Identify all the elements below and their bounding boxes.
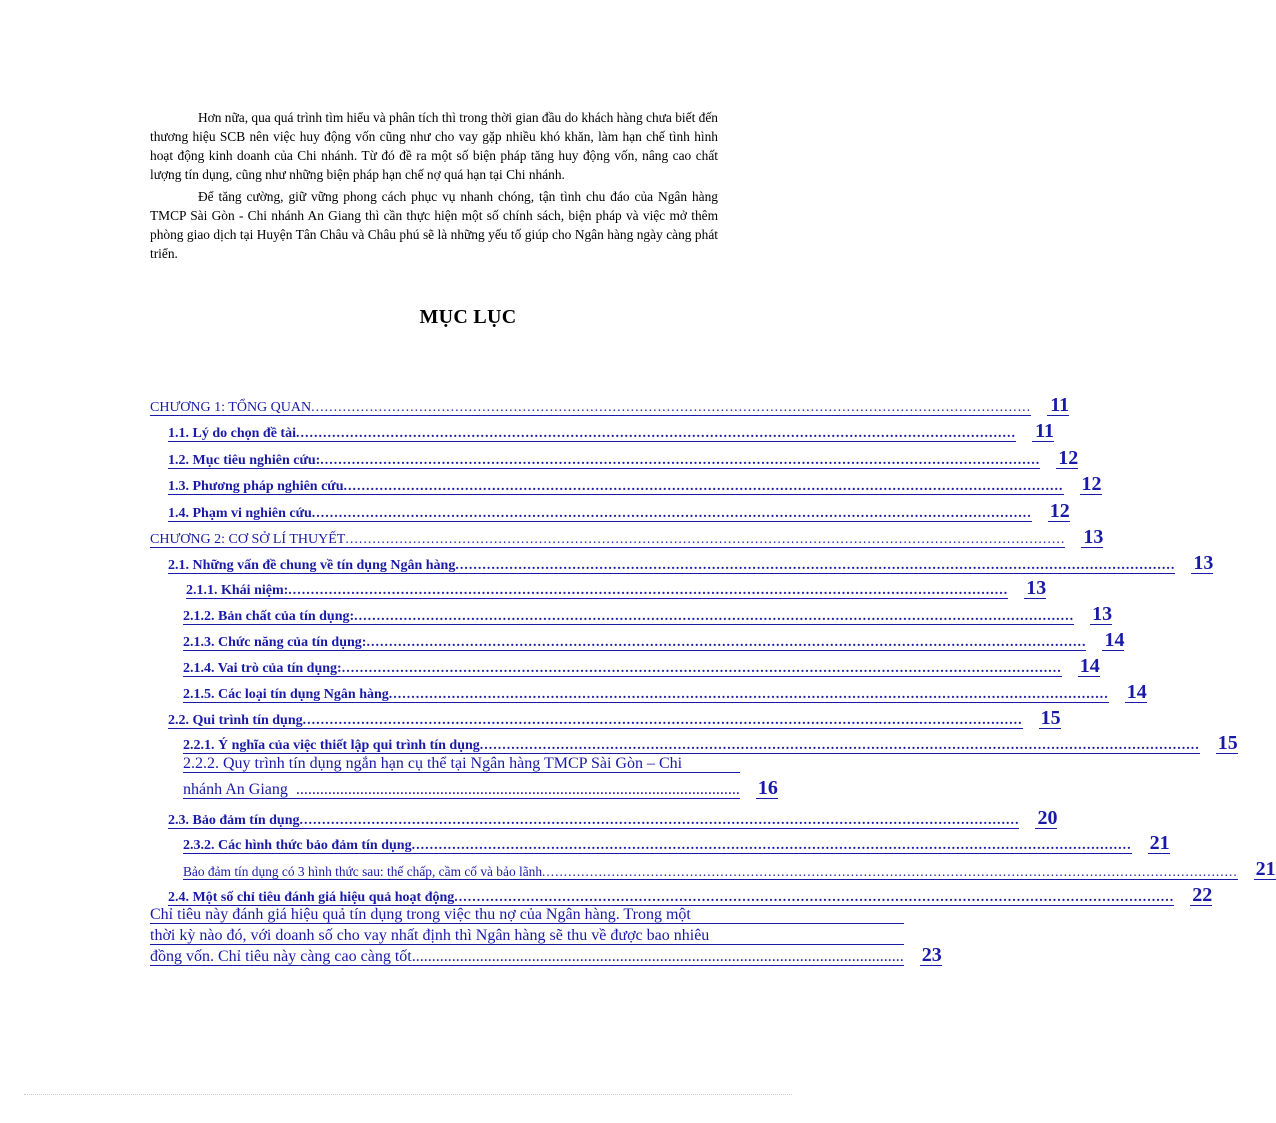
- toc-entry-2-4[interactable]: [168, 884, 1213, 906]
- toc-entry-2-1-3[interactable]: [183, 629, 1125, 651]
- toc-leader: ................................................................................................................................................................: [295, 426, 1016, 441]
- toc-page-number: 22: [1192, 884, 1213, 906]
- toc-entry-label: CHƯƠNG 2: CƠ SỞ LÍ THUYẾT: [150, 532, 346, 547]
- toc-page-number: 20: [1037, 807, 1058, 829]
- toc-page-number: 12: [1081, 473, 1102, 495]
- toc-entry-2-2-1[interactable]: [183, 732, 1238, 754]
- toc-page-number: 23: [921, 944, 942, 966]
- toc-leader: ................................................................................................................................................................: [388, 687, 1109, 702]
- toc-page-number: 14: [1079, 655, 1100, 677]
- toc-entry-label: 2.1.3. Chức năng của tín dụng:: [183, 635, 367, 650]
- toc-entry-label: 2.1.1. Khái niệm:: [186, 583, 289, 598]
- toc-entry-2-1-4[interactable]: [183, 655, 1100, 677]
- toc-page-number: 14: [1126, 681, 1147, 703]
- toc-entry-label: 2.1.5. Các loại tín dụng Ngân hàng: [183, 687, 389, 702]
- toc-entry-2-4-note[interactable]: [150, 906, 942, 966]
- toc-entry-label-tail: đồng vốn. Chỉ tiêu này càng cao càng tốt.: [150, 948, 416, 965]
- toc-entry-label: 1.3. Phương pháp nghiên cứu: [168, 479, 344, 494]
- toc-page-number: 13: [1083, 526, 1104, 548]
- toc-leader: ................................................................................................................................................................: [311, 400, 1032, 415]
- toc-entry-label-tail: nhánh An Giang: [183, 781, 288, 798]
- toc-entry-label: 2.3. Bảo đảm tín dụng: [168, 813, 300, 828]
- toc-entry-chapter-2[interactable]: [150, 526, 1104, 548]
- toc-entry-label-block: [183, 756, 740, 799]
- toc-page-number: 12: [1058, 447, 1079, 469]
- intro-text: [150, 108, 718, 266]
- toc-entry-2-2[interactable]: [168, 707, 1061, 729]
- toc-page-number: 13: [1026, 577, 1047, 599]
- toc-leader: ................................................................................................................................................................: [302, 713, 1023, 728]
- toc-leader: ................................................................................................................................................................: [454, 890, 1175, 905]
- toc-entry-label-line: Chỉ tiêu này đánh giá hiệu quả tín dụng trong việc thu nợ của Ngân hàng. Trong một: [150, 907, 904, 924]
- toc-entry-2-3-2[interactable]: [183, 832, 1170, 854]
- toc-entry-label: 2.4. Một số chỉ tiêu đánh giá hiệu quả hoạt động: [168, 890, 455, 905]
- toc-page-number: 11: [1047, 395, 1069, 416]
- toc-page-number: 21: [1149, 832, 1170, 854]
- paragraph: Để tăng cường, giữ vững phong cách phục vụ nhanh chóng, tận tình chu đáo của Ngân hàng TMCP Sài Gòn - Chi nhánh An Giang thì cần thực hiện một số chính sách, biện pháp và việc mở thêm phòng giao dịch tại Huyện Tân Châu và Châu phú sẽ là những yếu tố giúp cho Ngân hàng ngày càng phát triển.: [150, 189, 718, 261]
- toc-leader: ................................................................................................................................................................: [455, 558, 1176, 573]
- toc-leader: ................................................................................................................................................................: [354, 609, 1075, 624]
- toc-leader: ................................................................................................................................................................: [343, 479, 1064, 494]
- toc-entry-label: CHƯƠNG 1: TỔNG QUAN: [150, 400, 312, 415]
- toc-entry-label: 2.1. Những vấn đề chung về tín dụng Ngân hàng: [168, 558, 456, 573]
- paragraph: Hơn nữa, qua quá trình tìm hiểu và phân tích thì trong thời gian đầu do khách hàng chưa biết đến thương hiệu SCB nên việc huy động vốn cũng như cho vay gặp nhiều khó khăn, làm hạn chế tình hình hoạt động kinh doanh của Chi nhánh. Từ đó đề ra một số biện pháp tăng huy động vốn, nâng cao chất lượng tín dụng, cũng như những biện pháp hạn chế nợ quá hạn tại Chi nhánh.: [150, 110, 718, 182]
- toc-entry-label: 2.2.1. Ý nghĩa của việc thiết lập qui trình tín dụng: [183, 738, 480, 753]
- toc-entry-label: 1.1. Lý do chọn đề tài: [168, 426, 296, 441]
- toc-page-number: 13: [1193, 552, 1214, 574]
- toc-page-number: 15: [1040, 707, 1061, 729]
- toc-entry-label: 2.2. Qui trình tín dụng: [168, 713, 303, 728]
- toc-leader: ................................................................................................................................................................: [311, 506, 1032, 521]
- toc-entry-label: Bảo đảm tín dụng có 3 hình thức sau: thế chấp, cầm cố và bảo lãnh: [183, 864, 543, 879]
- toc-heading: MỤC LỤC: [419, 306, 517, 328]
- toc-page-number: 11: [1032, 421, 1054, 442]
- toc-leader: ................................................................................................................................................................: [299, 813, 1020, 828]
- toc-entry-label-line: nhánh An Giang ...............................................................................................................: [183, 781, 740, 798]
- toc-page-number: 16: [757, 777, 778, 799]
- toc-leader: ................................................................................................................................................................: [479, 738, 1200, 753]
- toc-entry-label: 1.2. Mục tiêu nghiên cứu:: [168, 453, 321, 468]
- toc-entry-1-2[interactable]: [168, 447, 1079, 469]
- toc-leader: ................................................................................................................................................................: [320, 453, 1041, 468]
- toc-entry-1-3[interactable]: [168, 473, 1102, 495]
- toc-entry-2-1-1[interactable]: [186, 577, 1047, 599]
- toc-page-number: 14: [1104, 629, 1125, 651]
- toc-page-number: 21: [1255, 858, 1276, 880]
- toc-entry-2-1-2[interactable]: [183, 603, 1113, 625]
- toc-page-number: 15: [1217, 732, 1238, 754]
- toc-entry-2-2-2[interactable]: [183, 755, 778, 799]
- toc-leader: ................................................................................................................................................................: [411, 838, 1132, 853]
- toc-entry-label-line: 2.2.2. Quy trình tín dụng ngắn hạn cụ thể tại Ngân hàng TMCP Sài Gòn – Chi: [183, 756, 740, 773]
- toc-page-number: 12: [1049, 500, 1070, 522]
- toc-entry-2-3-forms[interactable]: [183, 858, 1276, 880]
- toc-entry-1-1[interactable]: [168, 420, 1054, 442]
- toc-entry-2-1[interactable]: [168, 552, 1214, 574]
- toc-entry-label: 2.1.2. Bản chất của tín dụng:: [183, 609, 355, 624]
- toc-leader: ................................................................................................................................................................: [345, 532, 1066, 547]
- toc-leader: ................................................................................................................................................................: [366, 635, 1087, 650]
- toc-entry-label: 2.3.2. Các hình thức bảo đảm tín dụng: [183, 838, 412, 853]
- toc-leader: ................................................................................................................................................................: [288, 583, 1009, 598]
- toc-entry-label: 1.4. Phạm vi nghiên cứu: [168, 506, 312, 521]
- toc-entry-1-4[interactable]: [168, 500, 1070, 522]
- toc-entry-label-line: thời kỳ nào đó, với doanh số cho vay nhất định thì Ngân hàng sẽ thu về được bao nhiêu: [150, 928, 904, 945]
- toc-leader: ................................................................................................................................................................: [341, 661, 1062, 676]
- toc-page-number: 13: [1092, 603, 1113, 625]
- toc-entry-label-block: [150, 907, 904, 966]
- toc-entry-label-line: đồng vốn. Chỉ tiêu này càng cao càng tốt...........................................................................................................................: [150, 948, 904, 965]
- toc-leader: ................................................................................................................................................................: [542, 864, 1238, 879]
- page-bottom-rule: [24, 1094, 792, 1095]
- toc-entry-label: 2.1.4. Vai trò của tín dụng:: [183, 661, 342, 676]
- toc-entry-chapter-1[interactable]: [150, 394, 1070, 416]
- toc-entry-2-3[interactable]: [168, 807, 1058, 829]
- toc-entry-2-1-5[interactable]: [183, 681, 1147, 703]
